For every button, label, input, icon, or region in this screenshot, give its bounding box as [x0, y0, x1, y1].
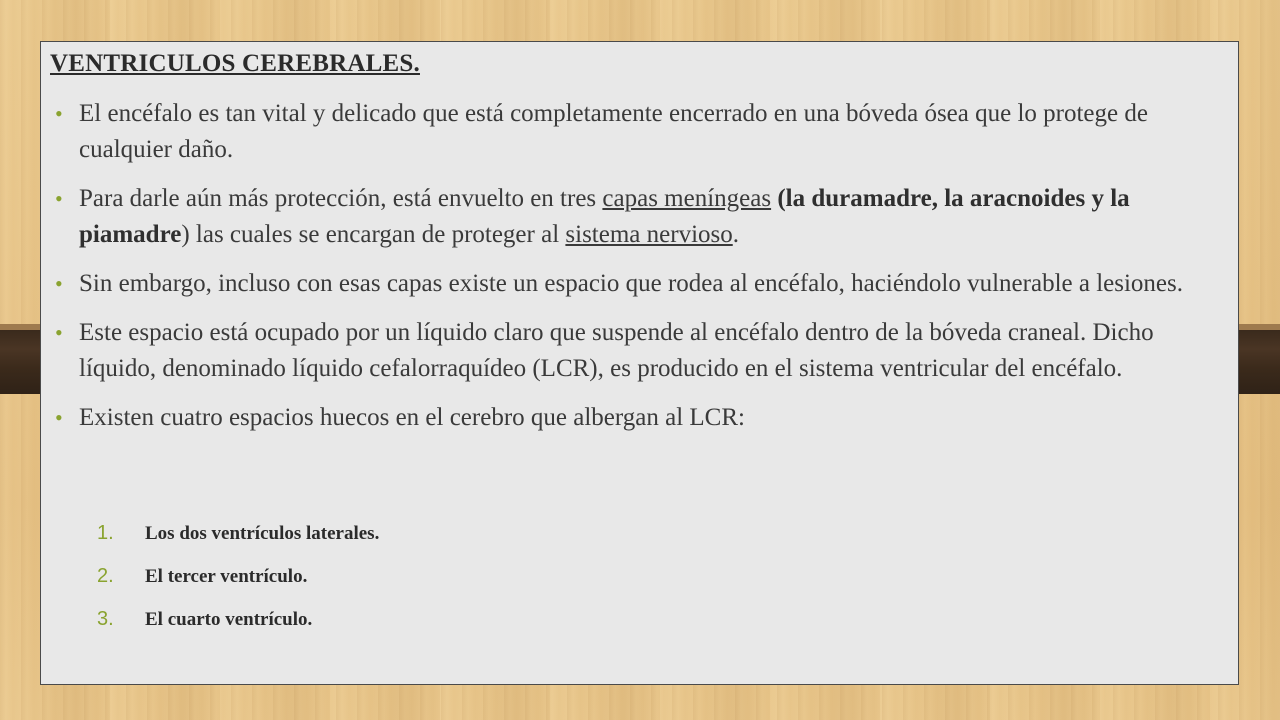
numbered-item	[97, 561, 379, 604]
item-number: 1.	[97, 522, 114, 544]
bullet-text: Este espacio está ocupado por un líquido claro que suspende al encéfalo dentro de la bóveda craneal. Dicho líquido, denominado líquido cefalorraquídeo (LCR), es producido en el sistema ventricular del encéfalo.	[79, 319, 1154, 382]
bullet-item	[53, 315, 1233, 387]
bullet-item	[53, 266, 1233, 302]
bullet-text-part: ) las cuales se encargan de proteger al	[181, 221, 566, 248]
item-number: 3.	[97, 608, 114, 630]
item-text: El cuarto ventrículo.	[145, 609, 313, 630]
slide-title: VENTRICULOS CEREBRALES.	[50, 50, 420, 77]
item-number: 2.	[97, 565, 114, 587]
item-text: El tercer ventrículo.	[145, 566, 308, 587]
bullet-text-part: Para darle aún más protección, está envuelto en tres	[79, 185, 603, 212]
bullet-text: Existen cuatro espacios huecos en el cerebro que albergan al LCR:	[79, 404, 745, 431]
item-text: Los dos ventrículos laterales.	[145, 523, 380, 544]
numbered-list	[97, 518, 379, 647]
numbered-item	[97, 518, 379, 561]
bullet-icon: •	[55, 271, 63, 296]
underlined-term-nervous-system: sistema nervioso	[565, 221, 733, 248]
underlined-term-meningeal-layers: capas meníngeas	[602, 185, 772, 212]
bullet-text: Sin embargo, incluso con esas capas existe un espacio que rodea al encéfalo, haciéndolo vulnerable a lesiones.	[79, 270, 1184, 297]
bullet-item	[53, 181, 1233, 253]
numbered-item	[97, 604, 379, 647]
bullet-icon: •	[55, 405, 63, 430]
bullet-item	[53, 400, 1233, 436]
bullet-icon: •	[55, 320, 63, 345]
bullet-text: El encéfalo es tan vital y delicado que está completamente encerrado en una bóveda ósea que lo protege de cualquier daño.	[79, 100, 1148, 163]
bold-term-meninges: (la duramadre, la aracnoides y la piamadre	[79, 185, 1130, 248]
bullet-icon: •	[55, 101, 63, 126]
bullet-text-part: .	[732, 221, 739, 248]
bullet-item	[53, 96, 1233, 168]
slide-card	[40, 41, 1239, 685]
bullet-list	[53, 96, 1233, 449]
bullet-icon: •	[55, 186, 63, 211]
